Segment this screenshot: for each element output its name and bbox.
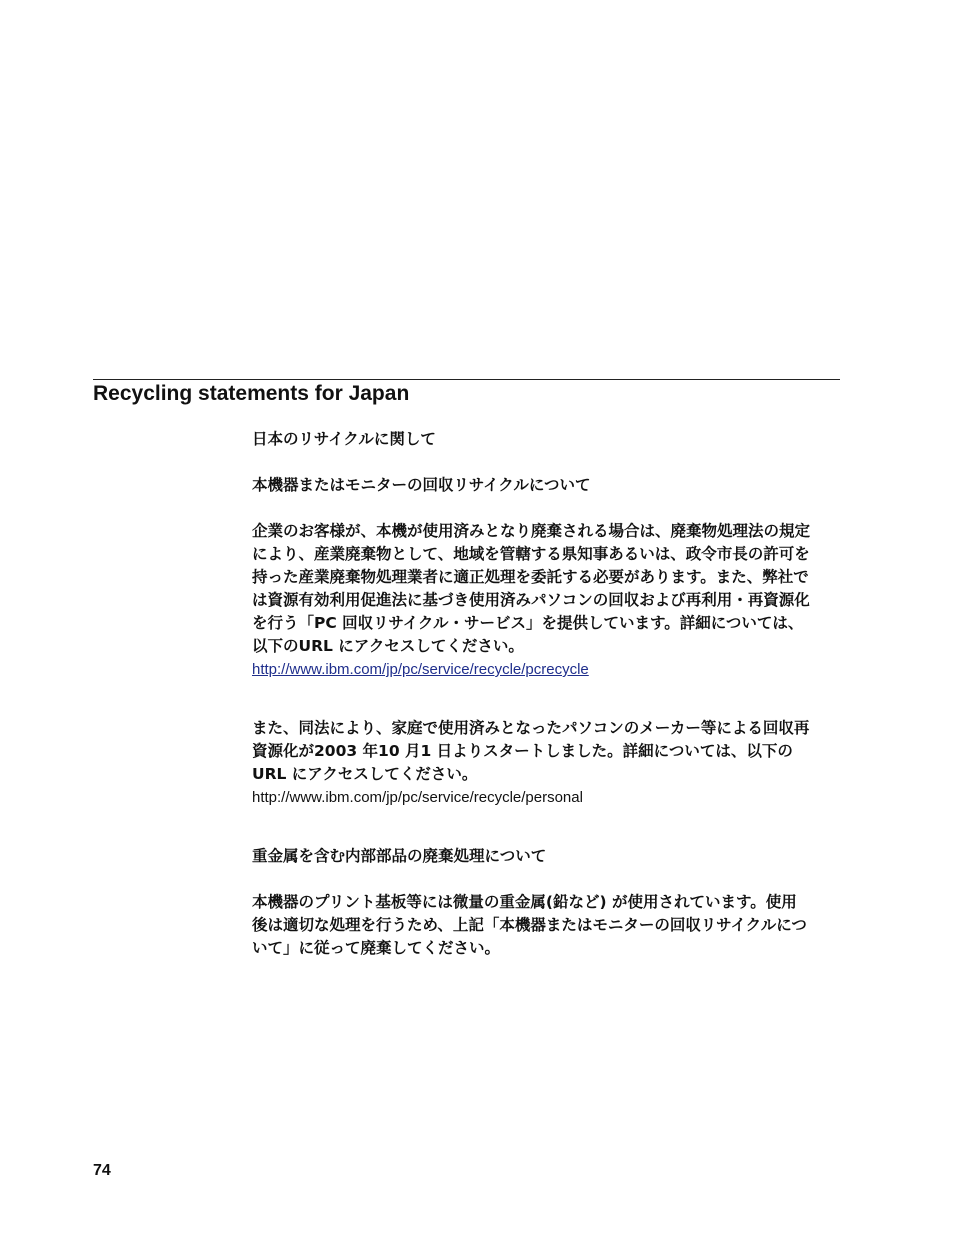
heading-japan-recycling: 日本のリサイクルに関して bbox=[252, 430, 436, 448]
paragraph-line: は資源有効利用促進法に基づき使用済みパソコンの回収および再利用・再資源化 bbox=[252, 591, 810, 609]
paragraph-line: を行う「PC 回収リサイクル・サービス」を提供しています。詳細については、 bbox=[252, 614, 804, 632]
paragraph-line: 以下のURL にアクセスしてください。 bbox=[252, 637, 524, 655]
pcrecycle-link[interactable]: http://www.ibm.com/jp/pc/service/recycle/pcrecycle bbox=[252, 661, 589, 678]
paragraph-heavy-metals bbox=[252, 891, 852, 960]
section-title: Recycling statements for Japan bbox=[93, 382, 410, 405]
paragraph-line: また、同法により、家庭で使用済みとなったパソコンのメーカー等による回収再 bbox=[252, 719, 810, 737]
paragraph-household-recycling bbox=[252, 717, 852, 786]
paragraph-line: URL にアクセスしてください。 bbox=[252, 765, 478, 783]
paragraph-line: 本機器のプリント基板等には微量の重金属(鉛など) が使用されています。使用 bbox=[252, 893, 797, 911]
paragraph-line: 後は適切な処理を行うため、上記「本機器またはモニターの回収リサイクルにつ bbox=[252, 916, 807, 934]
section-body bbox=[252, 428, 852, 960]
paragraph-line: いて」に従って廃棄してください。 bbox=[252, 939, 501, 957]
page-number: 74 bbox=[93, 1162, 111, 1179]
heading-heavy-metals: 重金属を含む内部部品の廃棄処理について bbox=[252, 847, 547, 865]
paragraph-line: 持った産業廃棄物処理業者に適正処理を委託する必要があります。また、弊社で bbox=[252, 568, 809, 586]
heading-monitor-recycling: 本機器またはモニターの回収リサイクルについて bbox=[252, 476, 591, 494]
paragraph-corporate-recycling bbox=[252, 520, 852, 658]
personal-recycle-url: http://www.ibm.com/jp/pc/service/recycle/personal bbox=[252, 789, 583, 806]
paragraph-line: 企業のお客様が、本機が使用済みとなり廃棄される場合は、廃棄物処理法の規定 bbox=[252, 522, 811, 540]
paragraph-line: 資源化が2003 年10 月1 日よりスタートしました。詳細については、以下の bbox=[252, 742, 793, 760]
paragraph-line: により、産業廃棄物として、地域を管轄する県知事あるいは、政令市長の許可を bbox=[252, 545, 810, 563]
section-rule bbox=[93, 379, 840, 380]
